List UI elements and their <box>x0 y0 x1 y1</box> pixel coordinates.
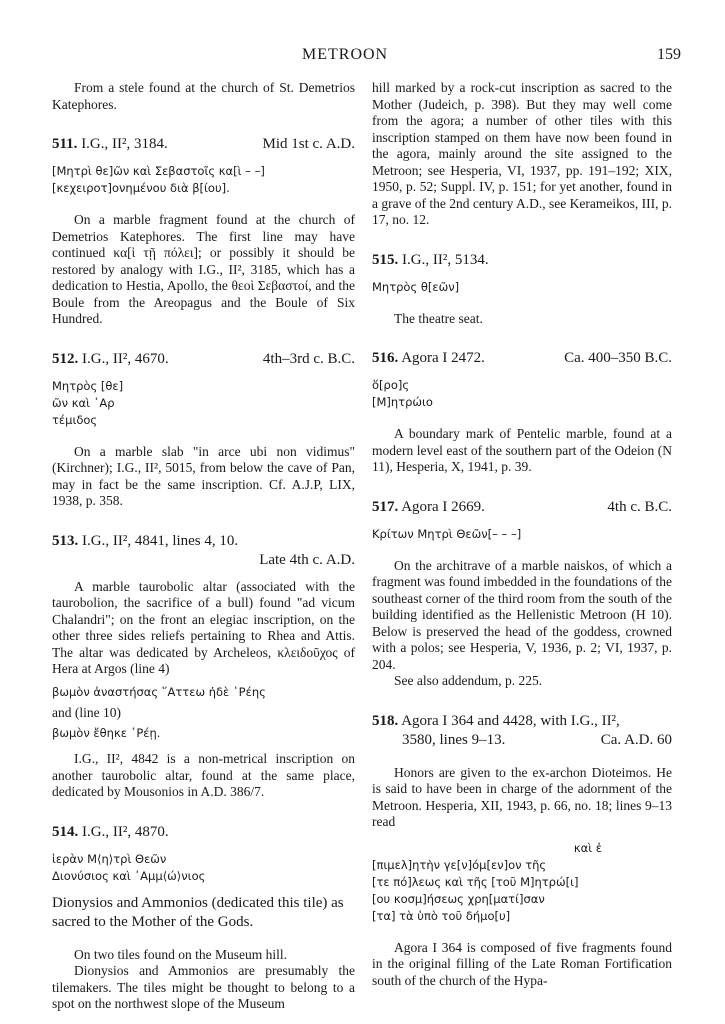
inscription-line: [πιμελ]ητὴν γε[ν]όμ[εν]ον τῆς <box>372 857 547 872</box>
entry-518-heading <box>372 712 672 731</box>
entry-512-heading <box>52 350 355 369</box>
left-column <box>52 80 355 1013</box>
inscription-line: Μητρὸς [θε] <box>52 378 124 393</box>
entry-reference: I.G., II², 4841, lines 4, 10. <box>82 532 239 549</box>
entry-512-text: On a marble slab "in arce ubi non vidimus" (Kirchner); I.G., II², 5015, from below the cave of Pan, may in fact be the same inscription. Cf. A.J.P, LIX, 1938, p. 358. <box>52 443 355 508</box>
entry-number: 515. <box>372 251 399 268</box>
entry-number: 518. <box>372 712 399 729</box>
entry-513-date-row <box>52 551 355 570</box>
entry-517-heading <box>372 498 672 517</box>
entry-number: 513. <box>52 532 79 549</box>
inscription-line: [τα] τὰ ὑπὸ τοῦ δήμο[υ] <box>372 908 511 923</box>
entry-516-heading <box>372 349 672 368</box>
inscription-line: [κεχειροτ]ονημένου διὰ β[ίου]. <box>52 181 230 195</box>
entry-reference: I.G., II², 5134. <box>402 251 489 268</box>
entry-513-text-2: I.G., II², 4842 is a non-metrical inscription on another taurobolic altar, found at the same place, dedicated by Mousonios in A.D. 386/7. <box>52 751 355 799</box>
entry-number: 512. <box>52 350 79 367</box>
entry-511-heading <box>52 135 355 154</box>
greek-inscription: Μητρὸς θ[εῶν] <box>372 279 460 294</box>
right-column <box>372 80 672 989</box>
entry-date: Mid 1st c. A.D. <box>262 136 355 152</box>
entry-date: Ca. A.D. 60 <box>600 731 672 748</box>
page-number: 159 <box>657 46 681 63</box>
entry-518-text: Honors are given to the ex-archon Dioteimos. He is said to have been in charge of the adornment of the Metroon. Hesperia, XII, 1943, p. 66, no. 18; lines 9–13 read <box>372 764 672 829</box>
entry-reference: I.G., II², 3184. <box>81 136 168 152</box>
entry-515-text: The theatre seat. <box>394 310 483 326</box>
entry-date: Ca. 400–350 B.C. <box>564 350 672 366</box>
entry-516-text: A boundary mark of Pentelic marble, found at a modern level east of the southern part of the Odeion (N 11), Hesperia, X, 1941, p. 39. <box>372 426 672 474</box>
inscription-line: [τε πό]λεως καὶ τῆς [τοῦ Μ]ητρώ[ι] <box>372 874 579 889</box>
entry-515-heading <box>372 251 672 270</box>
greek-inscription <box>52 163 355 197</box>
running-header <box>0 46 725 70</box>
entry-number: 514. <box>52 823 79 840</box>
entry-511-text: On a marble fragment found at the church of Demetrios Katephores. The first line may have continued κα[ὶ τῇ πόλει]; or possibly it should be restored by analogy with I.G., II², 3185, which has a dedication to Hestia, Apollo, the θεοὶ Σεβαστοί, and the Boule from the Areopagus and the Boule of Six Hundred. <box>52 212 355 326</box>
entry-number: 517. <box>372 498 399 515</box>
greek-inscription <box>372 377 672 411</box>
entry-number: 511. <box>52 136 78 152</box>
entry-513-heading <box>52 532 355 551</box>
greek-verse: βωμὸν ἀναστήσας ῞Αττεω ἠδὲ ῾Ρέης <box>52 684 266 699</box>
inscription-line: καὶ ἐ <box>573 840 602 855</box>
entry-number: 516. <box>372 350 399 366</box>
running-title: METROON <box>302 46 389 63</box>
entry-reference: Agora I 2669. <box>401 498 485 515</box>
entry-513-text: A marble taurobolic altar (associated with the taurobolion, the sacrifice of a bull) found "ad vicum Chalandri"; on the front an elegiac inscription, on the other three sides reliefs pertaining to Rhea and Attis. The altar was dedicated by Archeleos, κλειδοῦχος of Hera at Argos (line 4) <box>52 578 355 676</box>
entry-518-text-2: Agora I 364 is composed of five fragments found in the original filling of the Late Roman Fortification south of the church of the Hypa- <box>372 939 672 988</box>
line-reference: and (line 10) <box>52 704 121 720</box>
inscription-line: ῶν καὶ ᾿Αρ <box>52 395 115 410</box>
entry-517-text: On the architrave of a marble naiskos, of which a fragment was found imbedded in the foundations of the southeast corner of the third room from the south of the building identified as the Hellenistic Metroon (H 10). Below is preserved the head of the goddess, crowned with a polos; see Hesperia, V, 1936, p. 2; VI, 1937, p. 204. <box>372 557 672 672</box>
greek-inscription <box>52 851 355 885</box>
inscription-line: τέμιδος <box>52 412 98 427</box>
entry-reference: I.G., II², 4670. <box>82 350 169 367</box>
inscription-line: [Μ]ητρώιο <box>372 395 433 409</box>
greek-inscription <box>52 378 355 429</box>
inscription-line: [Μητρὶ θε]ῶν καὶ Σεβαστοῖς κα[ὶ – –] <box>52 164 265 178</box>
inscription-line: Διονύσιος καὶ ᾿Αμμ⟨ώ⟩νιος <box>52 868 206 883</box>
entry-date: 4th–3rd c. B.C. <box>262 350 355 367</box>
greek-inscription <box>372 840 672 925</box>
inscription-line: ὅ[ρο]ς <box>372 378 410 392</box>
inscription-line: ἱερὰν Μ⟨η⟩τρὶ Θεῶν <box>52 851 167 866</box>
entry-reference: I.G., II², 4870. <box>82 823 169 840</box>
entry-reference: Agora I 364 and 4428, with I.G., II², <box>401 712 620 729</box>
entry-date: 4th c. B.C. <box>607 498 672 515</box>
greek-inscription: Κρίτων Μητρὶ Θεῶν[– – –] <box>372 526 522 541</box>
entry-date: Late 4th c. A.D. <box>259 551 355 568</box>
addendum-note: See also addendum, p. 225. <box>394 673 543 688</box>
translation: Dionysios and Ammonios (dedicated this tile) as sacred to the Mother of the Gods. <box>52 894 344 930</box>
entry-reference: 3580, lines 9–13. <box>402 731 506 748</box>
greek-verse: βωμὸν ἔθηκε ῾Ρέῃ. <box>52 726 161 740</box>
continued-text: hill marked by a rock-cut inscription as sacred to the Mother (Judeich, p. 398). But they may well come from the agora; a number of other tiles with this inscription stamped on them have now been found in the agora, mainly around the site assigned to the Metroon; see Hesperia, VI, 1937, pp. 191–192; XIX, 1950, p. 52; Suppl. IV, p. 151; for yet another, found in a grave of the 2nd century A.D., see Kerameikos, III, p. 17, no. 12. <box>372 80 672 227</box>
entry-reference: Agora I 2472. <box>401 350 485 366</box>
entry-514-text: On two tiles found on the Museum hill. <box>74 946 287 962</box>
entry-514-text-2: Dionysios and Ammonios are presumably the tilemakers. The tiles might be thought to belong to a spot on the northwest slope of the Museum <box>52 963 355 1011</box>
entry-514-heading <box>52 823 355 842</box>
entry-518-heading-2 <box>372 731 672 750</box>
inscription-line: [ου κοσμ]ήσεως χρη[ματί]σαν <box>372 891 545 906</box>
intro-text: From a stele found at the church of St. Demetrios Katephores. <box>52 80 355 112</box>
